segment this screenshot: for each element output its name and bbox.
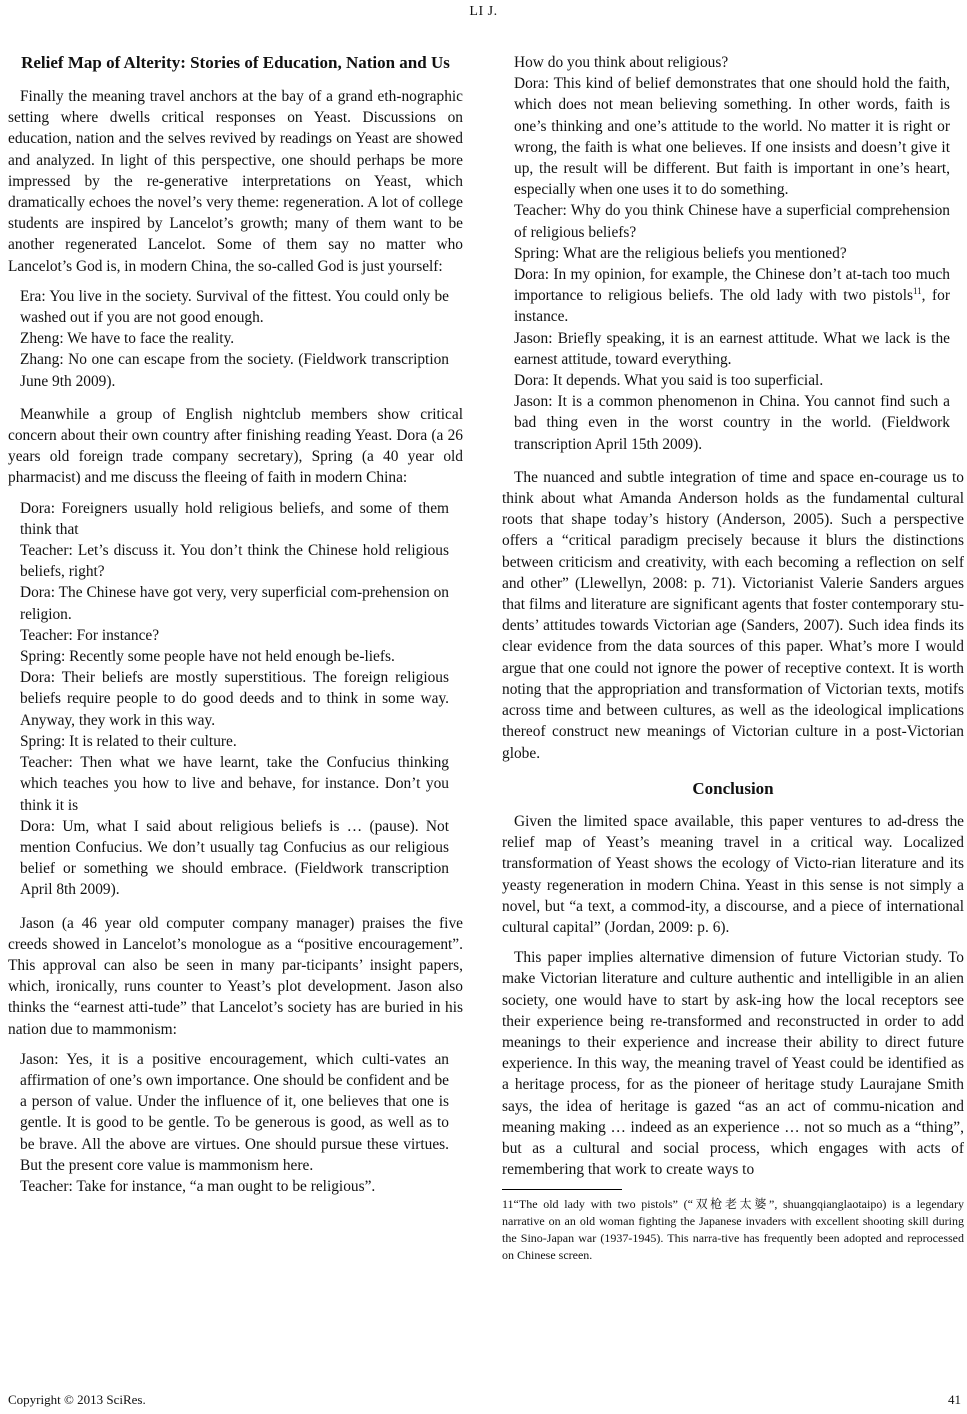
copyright-footer: Copyright © 2013 SciRes. [8,1392,146,1407]
paragraph: Jason (a 46 year old computer company manager) praises the five creeds showed in Lancelot’s monologue as a “positive encouragement”. This approval can also be seen in many par-ticipants’ insight papers, which, ironically, runs counter to Yeast’s plot development. Jason also thinks the “earnest atti-tude” that Lancelot’s society has are buried in his nation due to mammonism: [8,914,463,1038]
quote-text-tail: , for instance. [514,287,950,326]
paragraph: Finally the meaning travel anchors at the bay of a grand eth-nographic setting where dwells critical responses on Yeast. Discussions on education, nation and the selves revived by readings on Yeast are showed and analyzed. In light of this perspective, one should perhaps be more impressed by the re-generative interpretations on Yeast, which dramatically echoes the novel’s very theme: regeneration. A lot of college students are inspired by Lancelot’s growth; many of them want to be another regenerated Lancelot. Some of them say no matter who Lancelot’s God is, in modern China, the so-called God is just yourself: [8,88,463,275]
quote-line: Spring: What are the religious beliefs you mentioned? [514,244,847,262]
quote-line: Dora: The Chinese have got very, very superficial com-prehension on religion. [20,584,449,623]
fieldwork-quote-4 [514,52,950,455]
paragraph: Given the limited space available, this paper ventures to ad-dress the relief map of Yeast’s meaning travel in a critical way. Localized transformation of Yeast shows the ecology of Victo-rian literature and its yeasty regeneration in modern China. Yeast in this sense is not simply a novel, but “a text, a commod-ity, a discourse, and a piece of international cultural capital” (Jordan, 2009: p. 6). [502,812,964,936]
quote-line: Dora: Their beliefs are mostly superstitious. The foreign religious beliefs require people to do good deeds and to think in some way. Anyway, they work in this way. [20,669,449,729]
quote-line: Jason: Briefly speaking, it is an earnest attitude. What we lack is the earnest attitude, toward everything. [514,329,950,368]
quote-line: Spring: It is related to their culture. [20,732,237,750]
quote-text: Dora: In my opinion, for example, the Chinese don’t at-tach too much importance to religious beliefs. The old lady with two pistols [514,266,950,305]
paragraph: This paper implies alternative dimension of future Victorian study. To make Victorian literature and culture authentic and intelligible in an alien society, one would have to start by ask-ing how the local receptors see their experience being re-transformed and reconstructed in order to add meanings to their experience and increase their ability to direct future experience. In this way, the meaning travel of Yeast could be identified as a heritage process, for as the pioneer of heritage study Laurajane Smith says, the idea of heritage is gazed “as an act of commu-nication and meaning making … indeed as an experience … not so much as a “thing”, but as a cultural and social process, which engages with acts of remembering that work to create ways to [502,949,964,1179]
quote-line: Teacher: Then what we have learnt, take the Confucius thinking which teaches you how to live and behave, for instance. Don’t you think it is [20,754,449,814]
quote-line: Dora: Um, what I said about religious beliefs is … (pause). Not mention Confucius. We don’t usually tag Confucius as our religious belief or something we should embrace. (Fieldwork transcription April 8th 2009). [20,817,449,899]
quote-line: Teacher: Take for instance, “a man ought to be religious”. [20,1177,376,1195]
footnote: 11“The old lady with two pistols” (“双枪老太婆”, shuangqianglaotaipo) is a legendary narrative on an old woman fighting the Japanese invaders with excellent shooting skill during the Sino-Japan war (1937-1945). This narra-tive has frequently been adopted and reprocessed on Chinese screen. [502,1197,964,1263]
page-number: 41 [948,1392,961,1407]
quote-line: Teacher: For instance? [20,626,160,644]
footnote-divider [502,1189,622,1190]
quote-line: Dora: This kind of belief demonstrates that one should hold the faith, which does not mean believing something. In other words, faith is one’s thinking and one’s attitude to the world. No matter it is right or wrong, the faith is what one believes. If one insists and doesn’t give it up, the result will be different. But faith is important in one’s heart, especially when one uses it to do something. [514,75,950,199]
quote-line: Zhang: No one can escape from the society. (Fieldwork transcription June 9th 2009). [20,351,449,390]
quote-line-with-footnote [514,264,950,328]
quote-line: How do you think about religious? [514,54,729,71]
footnote-ref[interactable]: 11 [913,286,922,297]
quote-line: Era: You live in the society. Survival of the fittest. You could only be washed out if you are not good enough. [20,287,449,327]
quote-line: Teacher: Let’s discuss it. You don’t think the Chinese hold religious beliefs, right? [20,542,449,581]
quote-line: Jason: It is a common phenomenon in China. You cannot find such a bad thing even in the worst country in the world. (Fieldwork transcription April 15th 2009). [514,393,950,453]
paragraph: The nuanced and subtle integration of time and space en-courage us to think about what Amanda Anderson holds as the fundamental cultural roots that shape today’s history (Anderson, 2005). Such a perspective offers a “critical paradigm precisely because it blurs the distinctions between criticism and creativity, with each becoming a reflection on self and other” (Llewellyn, 2008: p. 71). Victorianist Valerie Sanders argues that films and literature are significant agents that foster contemporary stu-dents’ attitudes towards Victorian age (Sanders, 2007). Such idea finds its clear evidence from the data sources of this paper. What’s more I would argue that one could not ignore the power of receptive context. It is worth noting that the appropriation and transformation of Victorian texts, motifs across time and between cultures, as well as the ideological implications thereof construct new meanings of Victorian culture in a post-Victorian globe. [502,468,964,762]
quote-line: Dora: It depends. What you said is too superficial. [514,372,824,390]
quote-line: Dora: Foreigners usually hold religious beliefs, and some of them think that [20,499,449,538]
fieldwork-quote-3 [20,1049,449,1197]
quote-line: Zheng: We have to face the reality. [20,330,235,348]
paragraph: Meanwhile a group of English nightclub members show critical concern about their own country after finishing reading Yeast. Dora (a 26 years old foreign trade company secretary), Spring (a 40 year old pharmacist) and me discuss the fleeing of faith in modern China: [8,405,463,487]
running-header: LI J. [469,4,498,19]
left-column [8,52,463,1209]
fieldwork-quote-1 [20,286,449,392]
quote-line: Teacher: Why do you think Chinese have a superficial comprehension of religious beliefs? [514,202,950,241]
fieldwork-quote-2 [20,498,449,901]
quote-line: Spring: Recently some people have not held enough be-liefs. [20,648,395,666]
quote-line: Jason: Yes, it is a positive encouragement, which culti-vates an affirmation of one’s own importance. One should be confident and be a person of value. Under the influence of it, one believes that one is gentle. It is good to be gentle. To be generous is good, as well as to be brave. All the above are virtues. One should pursue these virtues. But the present core value is mammonism here. [20,1050,449,1174]
section-title: Relief Map of Alterity: Stories of Education, Nation and Us [21,53,450,72]
right-column [502,52,964,1264]
conclusion-heading: Conclusion [692,778,774,798]
